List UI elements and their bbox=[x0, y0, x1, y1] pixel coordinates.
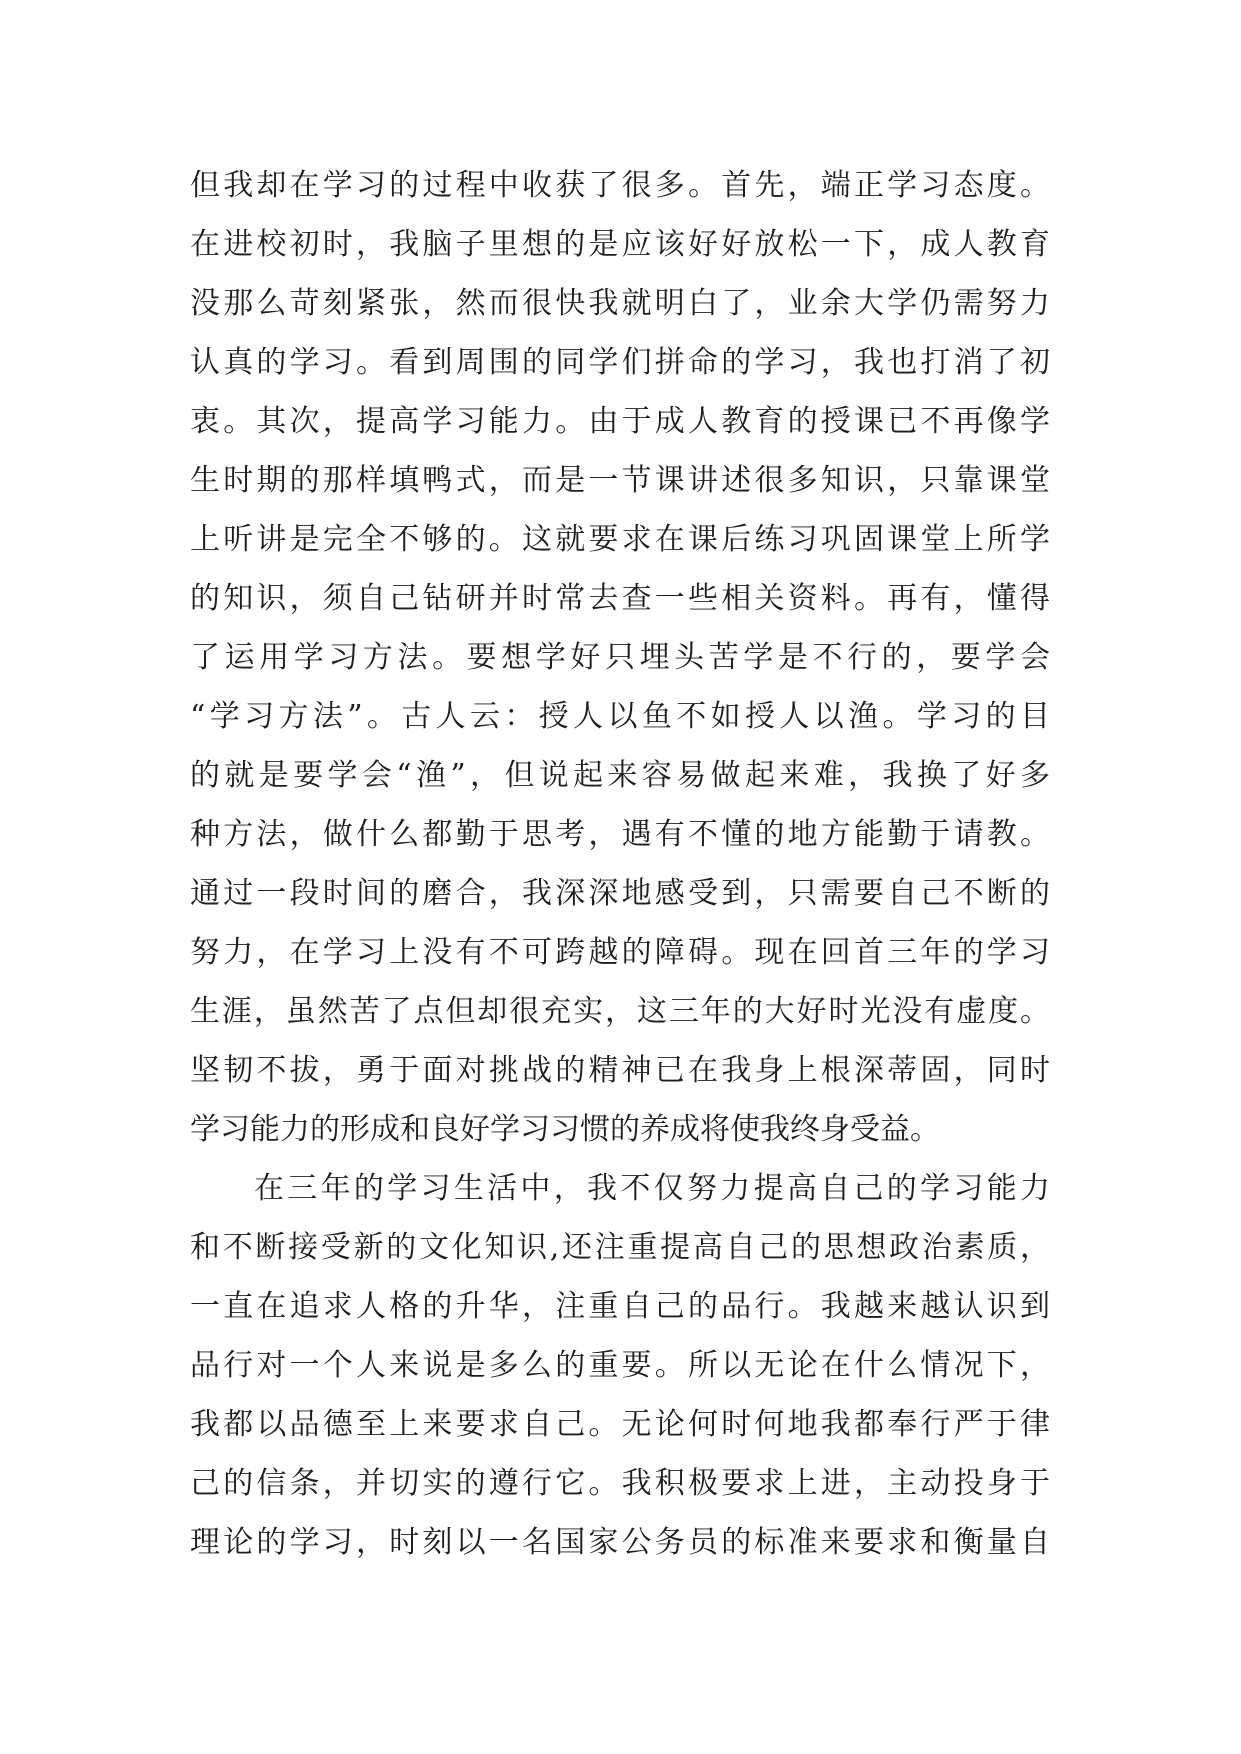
text-line: 但我却在学习的过程中收获了很多。首先，端正学习态度。 bbox=[190, 168, 1050, 203]
text-line: 在三年的学习生活中，我不仅努力提高自己的学习能力 bbox=[254, 1171, 1050, 1206]
text-line: 生涯，虽然苦了点但却很充实，这三年的大好时光没有虚度。 bbox=[190, 994, 1050, 1029]
text-line: 认真的学习。看到周围的同学们拼命的学习，我也打消了初 bbox=[190, 345, 1050, 380]
text-line: 通过一段时间的磨合，我深深地感受到，只需要自己不断的 bbox=[190, 876, 1050, 911]
text-line: 坚韧不拔，勇于面对挑战的精神已在我身上根深蒂固，同时 bbox=[190, 1053, 1050, 1088]
text-line: 一直在追求人格的升华，注重自己的品行。我越来越认识到 bbox=[190, 1289, 1050, 1324]
text-line: 和不断接受新的文化知识,还注重提高自己的思想政治素质， bbox=[190, 1230, 1050, 1265]
text-line: 了运用学习方法。要想学好只埋头苦学是不行的，要学会 bbox=[190, 640, 1050, 675]
text-line: 生时期的那样填鸭式，而是一节课讲述很多知识，只靠课堂 bbox=[190, 463, 1050, 498]
text-line: 衷。其次，提高学习能力。由于成人教育的授课已不再像学 bbox=[190, 404, 1050, 439]
text-line: 的知识，须自己钻研并时常去查一些相关资料。再有，懂得 bbox=[190, 581, 1050, 616]
text-line: 理论的学习，时刻以一名国家公务员的标准来要求和衡量自 bbox=[190, 1525, 1050, 1560]
text-line: 的就是要学会“渔”，但说起来容易做起来难，我换了好多 bbox=[190, 758, 1050, 793]
paragraph-1 bbox=[190, 156, 1050, 1159]
paragraph-2 bbox=[190, 1159, 1050, 1572]
text-line: 己的信条，并切实的遵行它。我积极要求上进，主动投身于 bbox=[190, 1466, 1050, 1501]
text-line: 品行对一个人来说是多么的重要。所以无论在什么情况下， bbox=[190, 1348, 1050, 1383]
text-line: 学习能力的形成和良好学习习惯的养成将使我终身受益。 bbox=[190, 1112, 940, 1147]
text-line: 种方法，做什么都勤于思考，遇有不懂的地方能勤于请教。 bbox=[190, 817, 1050, 852]
text-line: 在进校初时，我脑子里想的是应该好好放松一下，成人教育 bbox=[190, 227, 1050, 262]
text-line: 上听讲是完全不够的。这就要求在课后练习巩固课堂上所学 bbox=[190, 522, 1050, 557]
text-line: 没那么苛刻紧张，然而很快我就明白了，业余大学仍需努力 bbox=[190, 286, 1050, 321]
text-line: 努力，在学习上没有不可跨越的障碍。现在回首三年的学习 bbox=[190, 935, 1050, 970]
text-line: “学习方法”。古人云：授人以鱼不如授人以渔。学习的目 bbox=[190, 699, 1050, 734]
text-line: 我都以品德至上来要求自己。无论何时何地我都奉行严于律 bbox=[190, 1407, 1050, 1442]
document-body bbox=[190, 156, 1050, 1572]
